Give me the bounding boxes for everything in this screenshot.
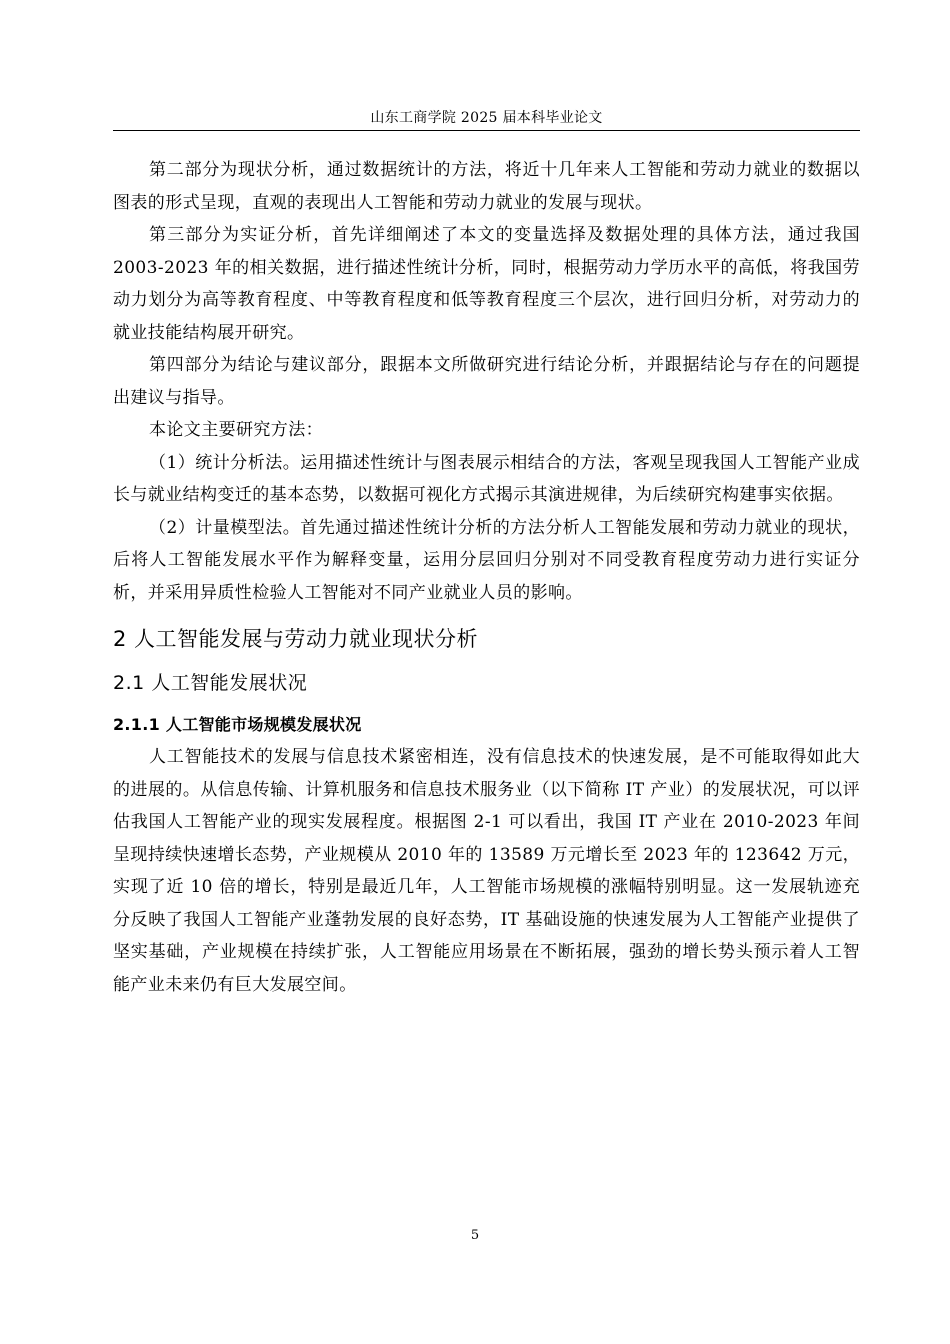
- paragraph-part-three: 第三部分为实证分析，首先详细阐述了本文的变量选择及数据处理的具体方法，通过我国 2003-2023 年的相关数据，进行描述性统计分析，同时，根据劳动力学历水平的高低，将我国劳动力划分为高等教育程度、中等教育程度和低等教育程度三个层次，进行回归分析，对劳动力的就业技能结构展开研究。: [113, 225, 860, 343]
- page-number: 5: [470, 1228, 480, 1243]
- header-rule: [113, 130, 860, 131]
- paragraph-method-statistics: （1）统计分析法。运用描述性统计与图表展示相结合的方法，客观呈现我国人工智能产业成长与就业结构变迁的基本态势，以数据可视化方式揭示其演进规律，为后续研究构建事实依据。: [113, 452, 860, 505]
- paragraph-part-two: 第二部分为现状分析，通过数据统计的方法，将近十几年来人工智能和劳动力就业的数据以图表的形式呈现，直观的表现出人工智能和劳动力就业的发展与现状。: [113, 160, 860, 213]
- paragraph-ai-market-scale: 人工智能技术的发展与信息技术紧密相连，没有信息技术的快速发展，是不可能取得如此大的进展的。从信息传输、计算机服务和信息技术服务业（以下简称 IT 产业）的发展状况，可以评估我国人工智能产业的现实发展程度。根据图 2-1 可以看出，我国 IT 产业在 2010-2023 年间呈现持续快速增长态势，产业规模从 2010 年的 13589 万元增长至 2023 年的 123642 万元，实现了近 10 倍的增长，特别是最近几年，人工智能市场规模的涨幅特别明显。这一发展轨迹充分反映了我国人工智能产业蓬勃发展的良好态势，IT 基础设施的快速发展为人工智能产业提供了坚实基础，产业规模在持续扩张，人工智能应用场景在不断拓展，强劲的增长势头预示着人工智能产业未来仍有巨大发展空间。: [113, 747, 860, 995]
- running-header: 山东工商学院 2025 届本科毕业论文: [370, 110, 603, 126]
- chapter-heading: 2 人工智能发展与劳动力就业现状分析: [113, 627, 479, 651]
- page-body: [113, 154, 860, 1001]
- subsection-heading: 2.1.1 人工智能市场规模发展状况: [113, 715, 362, 734]
- paragraph-part-four: 第四部分为结论与建议部分，跟据本文所做研究进行结论分析，并跟据结论与存在的问题提出建议与指导。: [113, 355, 860, 408]
- paragraph-methods-intro: 本论文主要研究方法：: [149, 420, 323, 440]
- section-heading: 2.1 人工智能发展状况: [113, 672, 308, 694]
- paragraph-method-econometrics: （2）计量模型法。首先通过描述性统计分析的方法分析人工智能发展和劳动力就业的现状，后将人工智能发展水平作为解释变量，运用分层回归分别对不同受教育程度劳动力进行实证分析，并采用异质性检验人工智能对不同产业就业人员的影响。: [113, 517, 860, 603]
